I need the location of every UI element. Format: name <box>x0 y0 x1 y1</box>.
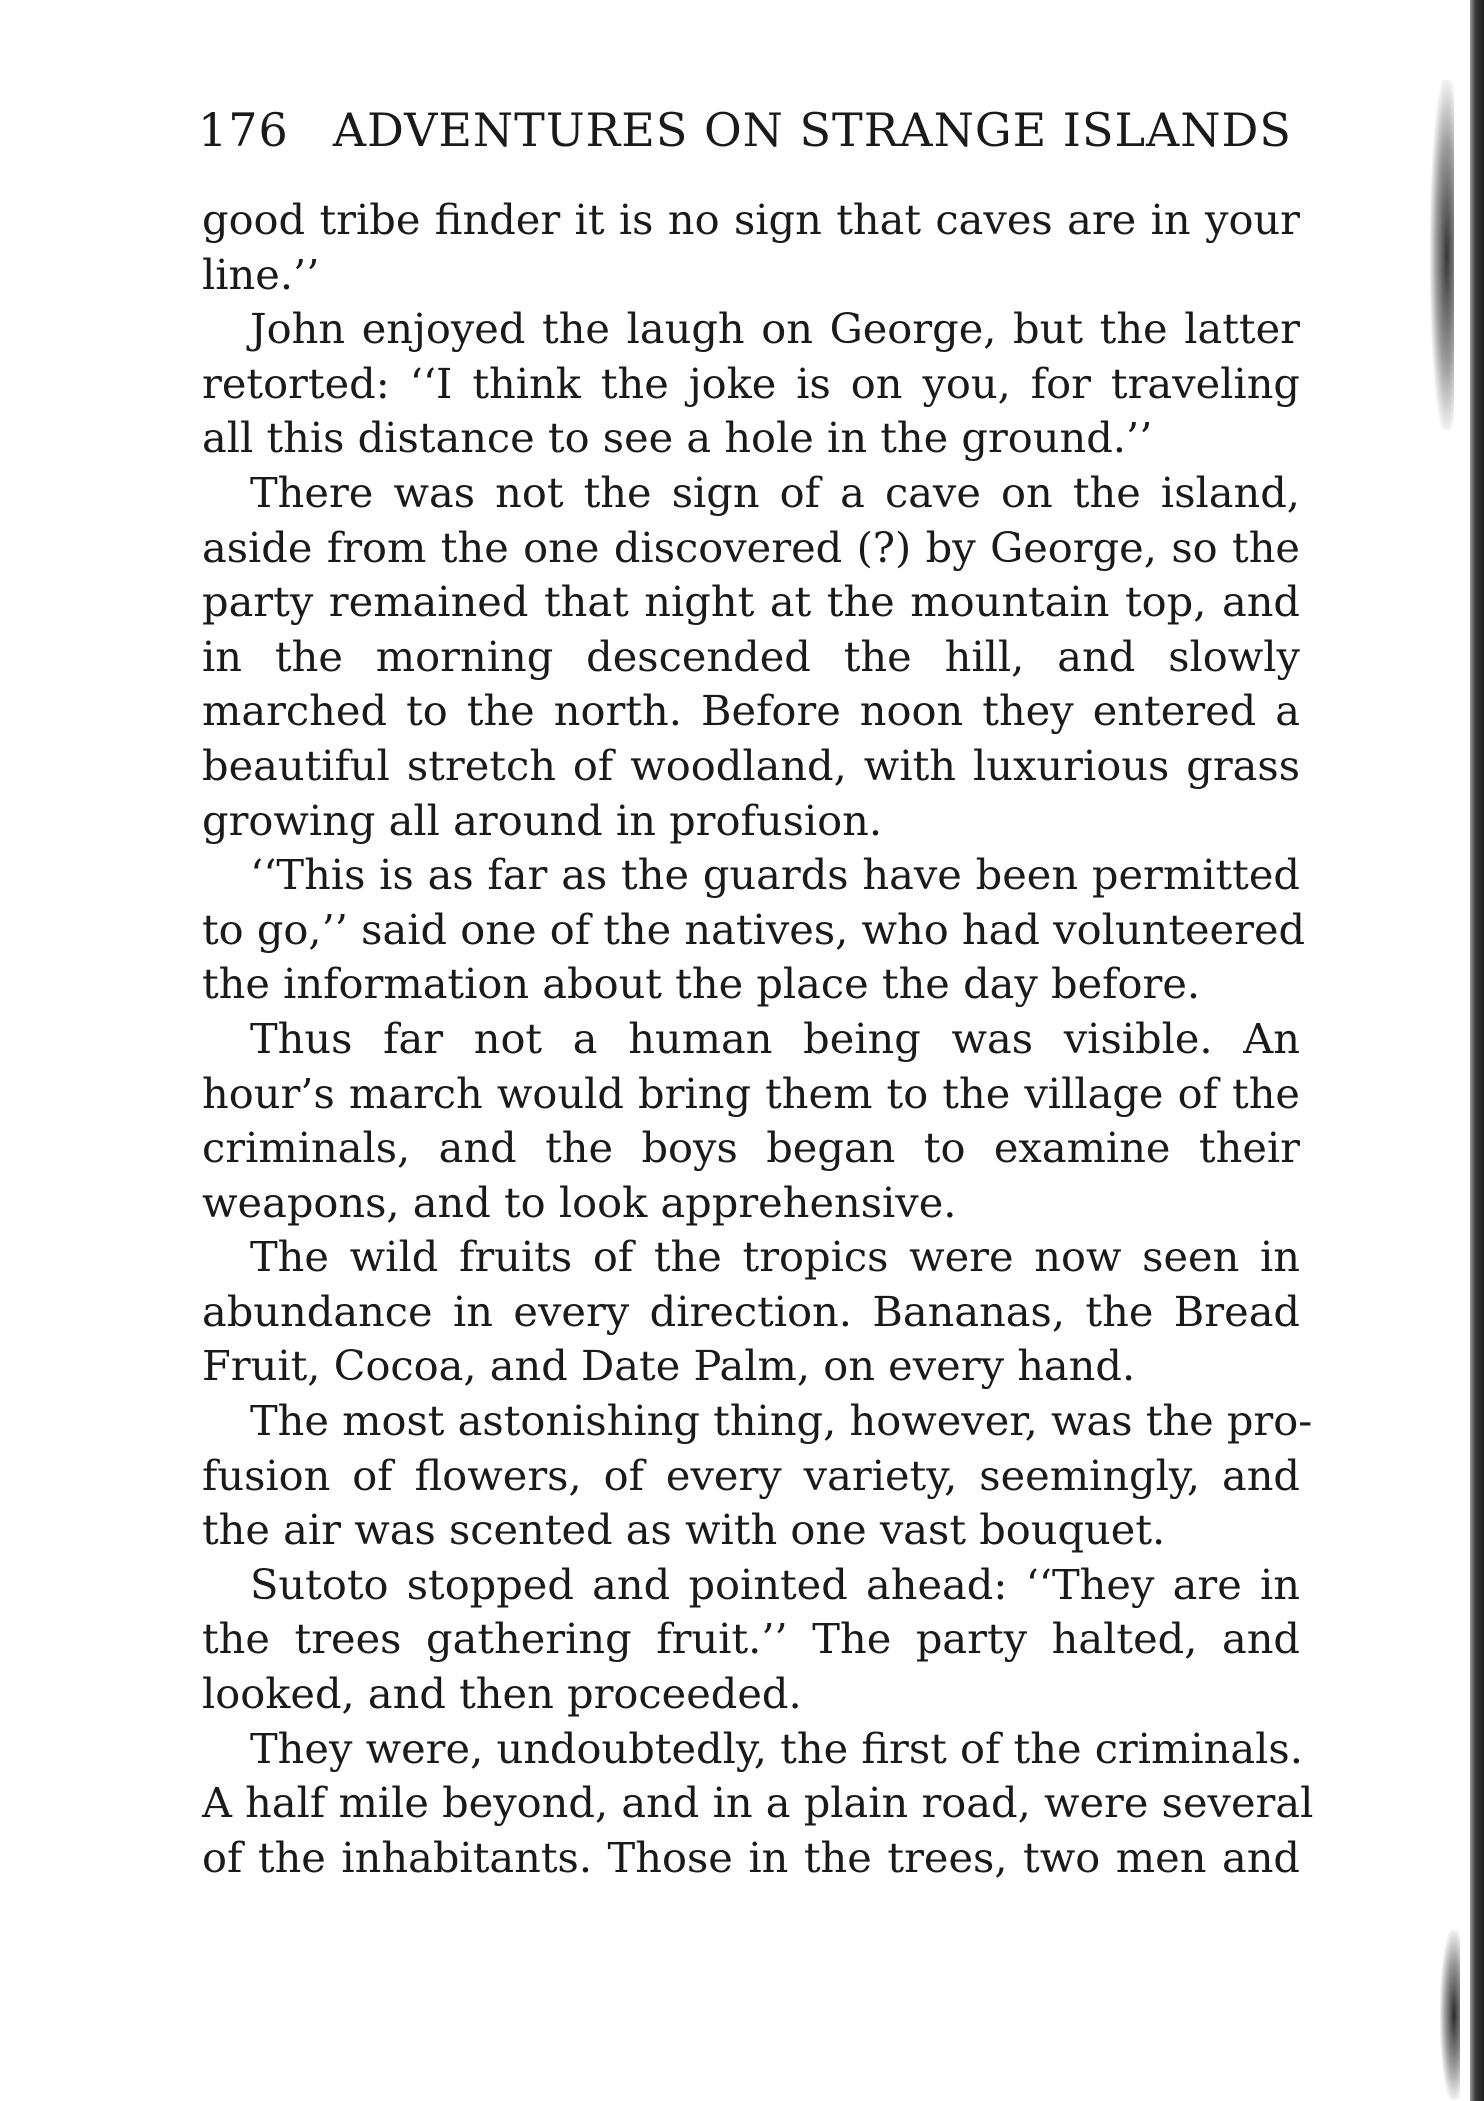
text-line: Thus far not a human being was visible. An <box>250 1013 1300 1063</box>
running-title: ADVENTURES ON STRANGE ISLANDS <box>332 103 1292 157</box>
text-line: fusion of flowers, of every variety, seemingly, and <box>202 1450 1300 1500</box>
text-line: Sutoto stopped and pointed ahead: ‘‘They are in <box>250 1559 1300 1609</box>
text-line: John enjoyed the laugh on George, but the latter <box>250 304 1300 354</box>
text-line: The most astonishing thing, however, was the pro- <box>250 1396 1313 1446</box>
text-line: Fruit, Cocoa, and Date Palm, on every hand. <box>202 1341 1136 1391</box>
text-line: hour’s march would bring them to the village of the <box>202 1068 1300 1118</box>
text-line: marched to the north. Before noon they entered a <box>202 686 1300 736</box>
text-line: criminals, and the boys began to examine their <box>202 1123 1300 1173</box>
page-header <box>198 100 1298 160</box>
text-line: of the inhabitants. Those in the trees, two men and <box>202 1832 1300 1882</box>
text-line: good tribe finder it is no sign that caves are in your <box>202 195 1300 244</box>
text-line: all this distance to see a hole in the ground.’’ <box>202 413 1153 463</box>
text-line: aside from the one discovered (?) by George, so the <box>202 522 1300 572</box>
text-line: The wild fruits of the tropics were now seen in <box>250 1232 1300 1282</box>
text-line: the air was scented as with one vast bouquet. <box>202 1505 1166 1555</box>
text-line: looked, and then proceeded. <box>202 1669 802 1719</box>
text-line: growing all around in profusion. <box>202 795 883 845</box>
text-line: to go,’’ said one of the natives, who had volunteered <box>202 904 1306 954</box>
text-line: the trees gathering fruit.’’ The party halted, and <box>202 1614 1300 1664</box>
page-number: 176 <box>198 103 289 157</box>
text-line: the information about the place the day before. <box>202 959 1201 1009</box>
text-line: They were, undoubtedly, the first of the criminals. <box>250 1723 1303 1773</box>
text-line: retorted: ‘‘I think the joke is on you, for traveling <box>202 358 1300 408</box>
page-binding-edge <box>1470 0 1484 2101</box>
text-line: A half mile beyond, and in a plain road, were several <box>202 1778 1314 1828</box>
binding-shadow <box>1440 1930 1460 2100</box>
text-line: party remained that night at the mountain top, and <box>202 577 1300 627</box>
text-line: abundance in every direction. Bananas, the Bread <box>202 1286 1300 1336</box>
text-line: in the morning descended the hill, and slowly <box>202 631 1300 681</box>
text-line: beautiful stretch of woodland, with luxurious grass <box>202 740 1300 790</box>
text-line: line.’’ <box>202 249 320 299</box>
text-line: weapons, and to look apprehensive. <box>202 1177 957 1227</box>
text-line: ‘‘This is as far as the guards have been permitted <box>250 850 1300 900</box>
text-line: There was not the sign of a cave on the island, <box>250 467 1300 517</box>
binding-shadow <box>1430 80 1454 430</box>
body-text <box>202 193 1314 1885</box>
